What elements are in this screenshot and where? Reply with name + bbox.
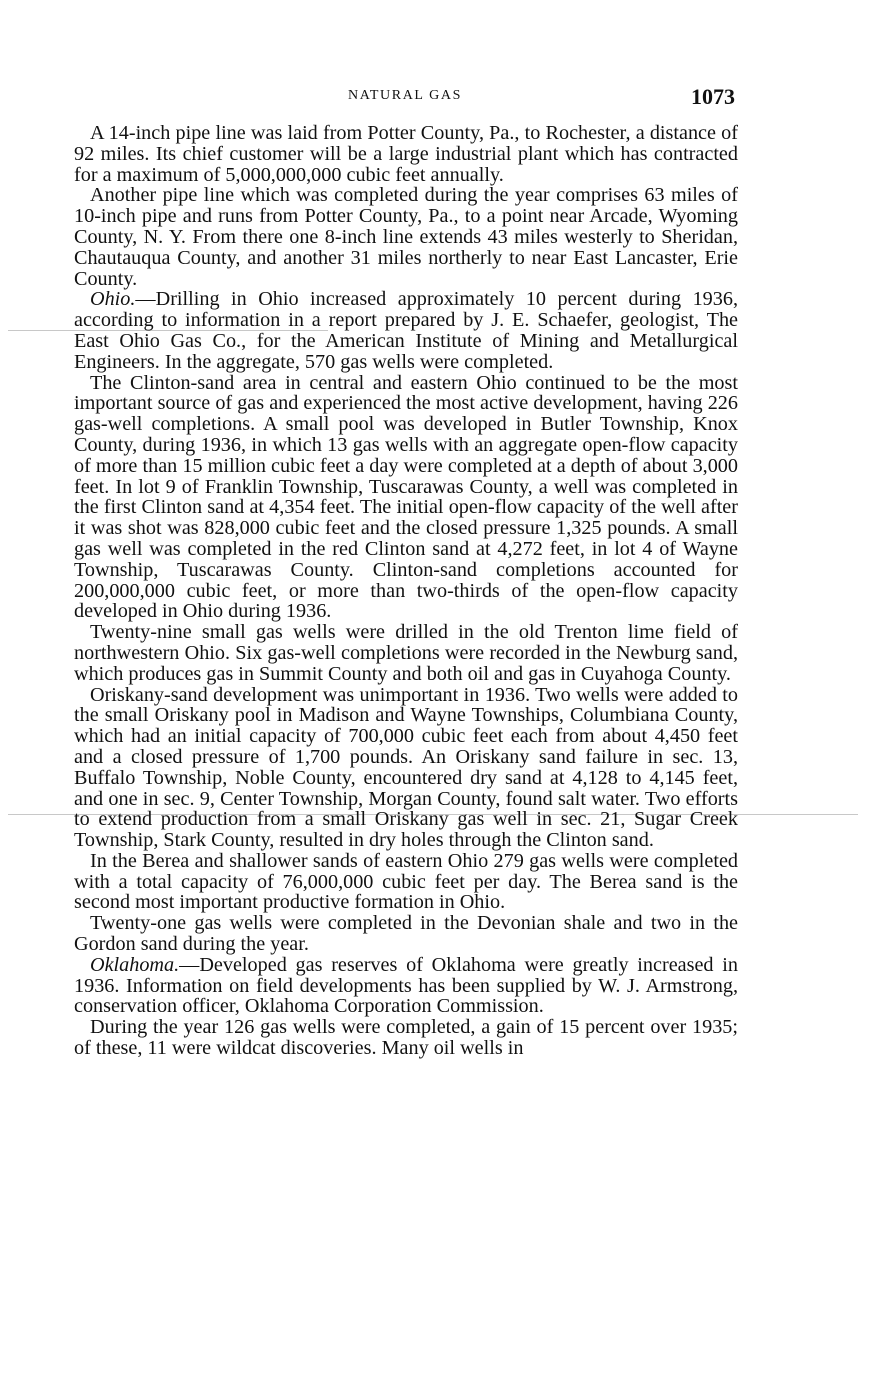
section-subhead-oklahoma: Oklahoma. [90,953,180,976]
paragraph-berea-sand [74,851,738,913]
running-head [75,84,735,110]
paragraph-text: —Developed gas reserves of Oklahoma were greatly increased in 1936. Information on field developments has been supplied by W. J. Armstrong, conservation officer, Oklahoma Corporation Commission. [74,953,738,1018]
paragraph-text: Twenty-one gas wells were completed in the Devonian shale and two in the Gordon sand during the year. [74,912,738,956]
paragraph-oklahoma-reserves [74,955,738,1017]
paragraph-oriskany-sand [74,685,738,851]
paragraph-text: During the year 126 gas wells were completed, a gain of 15 percent over 1935; of these, 11 were wildcat discoveries. Many oil wells in [74,1016,738,1060]
section-subhead-ohio: Ohio. [90,288,136,311]
paragraph-text: In the Berea and shallower sands of eastern Ohio 279 gas wells were completed with a total capacity of 76,000,000 cubic feet per day. The Berea sand is the second most important productive formation in Ohio. [74,849,738,914]
paragraph-text: Oriskany-sand development was unimportant in 1936. Two wells were added to the small Oriskany pool in Madison and Wayne Townships, Columbiana County, which had an initial capacity of 700,000 cubic feet each from about 4,450 feet and a closed pressure of 1,700 pounds. An Oriskany sand failure in sec. 13, Buffalo Township, Noble County, encountered dry sand at 4,128 to 4,145 feet, and one in sec. 9, Center Township, Morgan County, found salt water. Two efforts to extend production from a small Oriskany gas well in sec. 21, Sugar Creek Township, Stark County, resulted in dry holes through the Clinton sand. [74,683,738,852]
paragraph-pipe-line-arcade [74,185,738,289]
paragraph-clinton-sand [74,373,738,623]
page-number: 1073 [691,84,735,109]
body-text [74,123,738,1059]
paragraph-ohio-drilling [74,289,738,372]
paragraph-text: The Clinton-sand area in central and eastern Ohio continued to be the most important source of gas and experienced the most active development, having 226 gas-well completions. A small pool was developed in Butler Township, Knox County, during 1936, in which 13 gas wells with an aggregate open-flow capacity of more than 15 million cubic feet a day were completed at a depth of about 3,000 feet. In lot 9 of Franklin Township, Tuscarawas County, a well was completed in the first Clinton sand at 4,354 feet. The initial open-flow capacity of the well after it was shot was 828,000 cubic feet and the closed pressure 1,325 pounds. A small gas well was completed in the red Clinton sand at 4,272 feet, in lot 4 of Wayne Township, Tuscarawas County. Clinton-sand completions accounted for 200,000,000 cubic feet, or more than two-thirds of the open-flow capacity developed in Ohio during 1936. [74,371,738,623]
paragraph-text: —Drilling in Ohio increased approximately 10 percent during 1936, according to information in a report prepared by J. E. Schaefer, geologist, The East Ohio Gas Co., for the American Institute of Mining and Metallurgical Engineers. In the aggregate, 570 gas wells were completed. [74,288,738,373]
paragraph-pipe-line-rochester [74,123,738,185]
paragraph-trenton-lime [74,622,738,684]
paragraph-text: A 14-inch pipe line was laid from Potter County, Pa., to Rochester, a distance of 92 miles. Its chief customer will be a large industrial plant which has contracted for a maximum of 5,000,000,000 cubic feet annually. [74,122,738,186]
paragraph-text: Twenty-nine small gas wells were drilled in the old Trenton lime field of northwestern Ohio. Six gas-well completions were recorded in the Newburg sand, which produces gas in Summit County and both oil and gas in Cuyahoga County. [74,621,738,685]
paragraph-devonian-shale [74,913,738,955]
running-title: NATURAL GAS [348,88,462,103]
paragraph-oklahoma-wells [74,1017,738,1059]
paragraph-text: Another pipe line which was completed during the year comprises 63 miles of 10-inch pipe and runs from Potter County, Pa., to a point near Arcade, Wyoming County, N. Y. From there one 8-inch line extends 43 miles westerly to Sheridan, Chautauqua County, and another 31 miles northerly to near East Lancaster, Erie County. [74,184,738,290]
